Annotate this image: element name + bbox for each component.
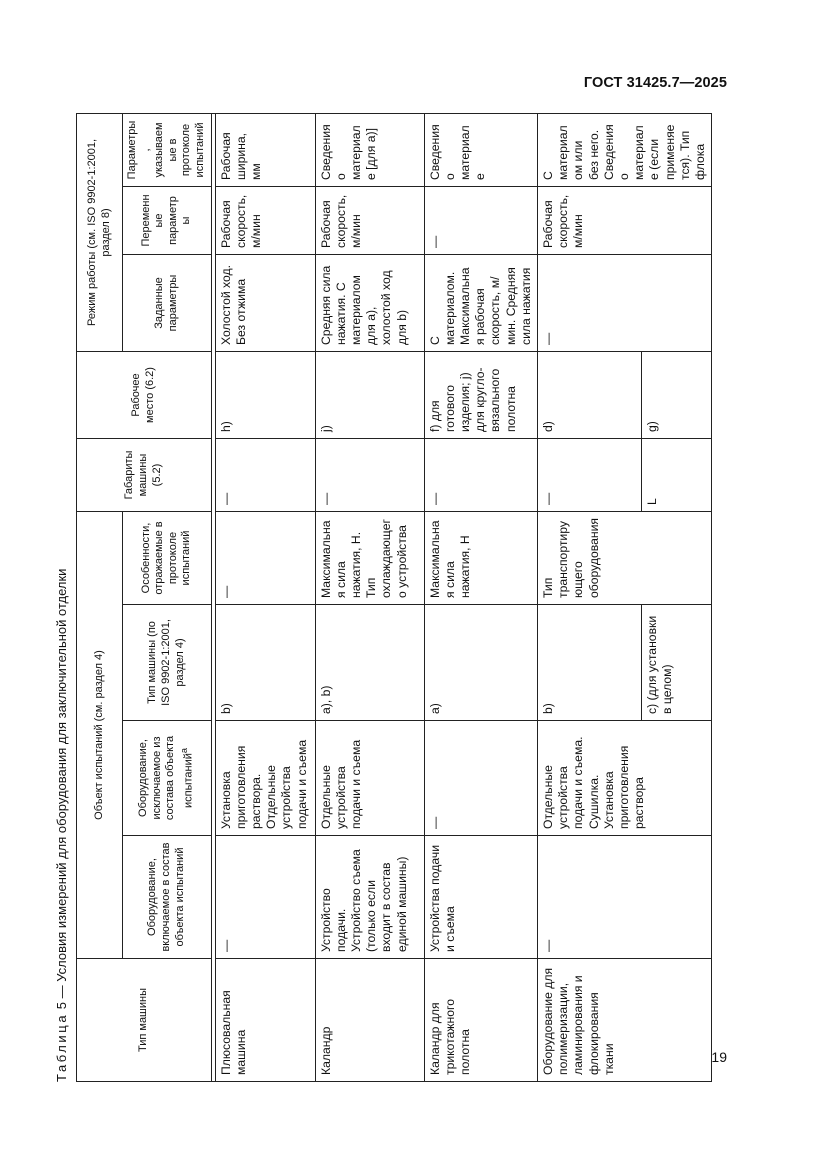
cell-features: —	[215, 512, 315, 605]
cell-excluded: —	[424, 721, 537, 836]
table-caption-text: 5 — Условия измерений для оборудования для заключительной отделки	[54, 568, 69, 1010]
cell-iso-type: b)	[215, 605, 315, 721]
cell-workplace: f) для готового изделия; j) для кругло-вязального полотна	[424, 352, 537, 439]
header-equipment-excluded	[123, 721, 212, 836]
cell-report-params: Сведения о материале	[424, 113, 537, 186]
standard-code: ГОСТ 31425.7—2025	[583, 75, 727, 91]
cell-set-params: С материалом. Максимальная рабочая скорость, м/мин. Средняя сила нажатия	[424, 255, 537, 352]
header-machine-type: Тип машины	[77, 959, 212, 1082]
cell-iso-type: c) (для установки в целом)	[641, 605, 711, 721]
table-caption	[52, 569, 76, 1082]
cell-iso-type: a)	[424, 605, 537, 721]
cell-dimensions: —	[215, 439, 315, 512]
header-workplace: Рабочее место (6.2)	[77, 352, 212, 439]
cell-variable-params: Рабочая скорость, м/мин	[215, 187, 315, 255]
header-equipment-included: Оборудование, включаемое в состав объекта испытаний	[123, 836, 212, 959]
cell-included: Устройства подачи и съема	[424, 836, 537, 959]
cell-dimensions: —	[537, 439, 641, 512]
table-subheader-row	[123, 113, 212, 1081]
cell-included: —	[537, 836, 711, 959]
cell-machine-type: Каландр для трикотажного полотна	[424, 959, 537, 1082]
table-header-row	[77, 113, 123, 1081]
cell-iso-type: a), b)	[315, 605, 424, 721]
header-equipment-excluded-text: Оборудование, исключаемое из состава объекта испытаний	[137, 735, 195, 821]
cell-machine-type: Каландр	[315, 959, 424, 1082]
cell-set-params: —	[537, 255, 711, 352]
page-number: 19	[711, 1049, 727, 1065]
header-dimensions: Габариты машины (5.2)	[77, 439, 212, 512]
cell-features: Максимальная сила нажатия, Н. Тип охлаждающего устройства	[315, 512, 424, 605]
cell-dimensions: —	[424, 439, 537, 512]
cell-included: —	[215, 836, 315, 959]
table-caption-label: Таблица	[54, 1012, 69, 1082]
header-report-features: Особенности, отражаемые в протоколе испытаний	[123, 512, 212, 605]
table-row	[315, 113, 424, 1081]
cell-machine-type: Оборудование для полимеризации, ламинирования и флокирования ткани	[537, 959, 711, 1082]
rotated-table-page	[52, 114, 708, 1082]
cell-report-params: Сведения о материале [для a)]	[315, 113, 424, 186]
cell-features: Максимальная сила нажатия, Н	[424, 512, 537, 605]
header-variable-parameters: Переменные параметры	[123, 187, 212, 255]
cell-report-params: Рабочая ширина, мм	[215, 113, 315, 186]
header-report-parameters: Параметры, указываемые в протоколе испытаний	[123, 113, 212, 186]
table-row	[537, 113, 641, 1081]
header-test-object: Объект испытаний (см. раздел 4)	[77, 512, 123, 959]
cell-variable-params: Рабочая скорость, м/мин	[315, 187, 424, 255]
cell-iso-type: b)	[537, 605, 641, 721]
header-operation-mode: Режим работы (см. ISO 9902-1:2001, раздел 8)	[77, 113, 123, 351]
cell-excluded: Установка приготовления раствора. Отдельные устройства подачи и съема	[215, 721, 315, 836]
cell-workplace: d)	[537, 352, 641, 439]
table-row	[215, 113, 315, 1081]
cell-workplace: h)	[215, 352, 315, 439]
cell-features: Тип транспортирующего оборудования	[537, 512, 711, 605]
cell-excluded: Отдельные устройства подачи и съема. Сушилка. Установка приготовления раствора	[537, 721, 711, 836]
cell-machine-type: Плюсовальная машина	[215, 959, 315, 1082]
cell-dimensions: —	[315, 439, 424, 512]
header-set-parameters: Заданные параметры	[123, 255, 212, 352]
table-row	[424, 113, 537, 1081]
cell-dimensions: L	[641, 439, 711, 512]
cell-workplace: g)	[641, 352, 711, 439]
header-iso-machine-type: Тип машины (по ISO 9902-1:2001, раздел 4)	[123, 605, 212, 721]
cell-workplace: j)	[315, 352, 424, 439]
cell-included: Устройство подачи. Устройство съема (только если входит в состав единой машины)	[315, 836, 424, 959]
footnote-marker: а	[179, 748, 190, 754]
cell-variable-params: —	[424, 187, 537, 255]
cell-excluded: Отдельные устройства подачи и съема	[315, 721, 424, 836]
cell-set-params: Средняя сила нажатия. С материалом для a), холостой ход для b)	[315, 255, 424, 352]
cell-report-params: С материалом или без него. Сведения о материале (если применяется). Тип флока	[537, 113, 711, 186]
measurement-conditions-table	[76, 113, 712, 1082]
cell-variable-params: Рабочая скорость, м/мин	[537, 187, 711, 255]
cell-set-params: Холостой ход. Без отжима	[215, 255, 315, 352]
